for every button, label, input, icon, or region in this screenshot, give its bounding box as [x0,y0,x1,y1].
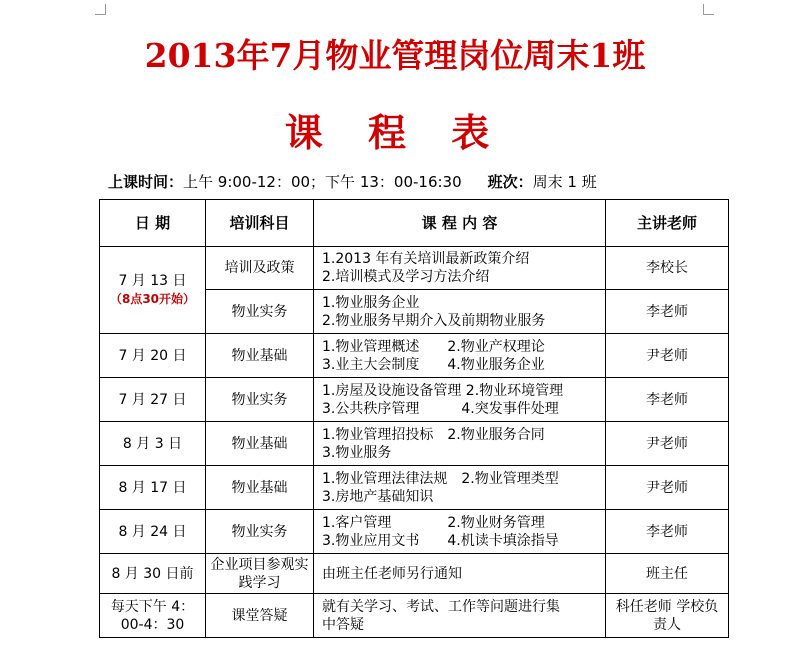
table-row [100,422,729,466]
content-cell [314,422,606,466]
content-line: 3.公共秩序管理 4.突发事件处理 [322,400,559,417]
table-row [100,510,729,554]
content-cell [314,554,606,594]
date-text: 7 月 13 日 [118,273,187,289]
content-line: 3.业主大会制度 4.物业服务企业 [322,356,545,373]
date-note: （8点30开始） [109,292,196,306]
content-line: 3.房地产基础知识 [322,488,434,505]
content-cell [314,247,606,290]
content-cell [314,378,606,422]
teacher-cell: 李老师 [606,290,729,334]
header-teacher: 主讲老师 [606,200,729,247]
content-line: 由班主任老师另行通知 [322,565,462,582]
schedule-info [108,171,597,192]
course-schedule-table [99,199,729,638]
date-cell [100,247,206,334]
date-cell: 8 月 3 日 [100,422,206,466]
content-line: 1.房屋及设施设备管理 2.物业环境管理 [322,382,564,399]
content-line: 3.物业服务 [322,444,392,461]
class-name: 周末 1 班 [532,173,597,191]
class-time: 上午 9:00-12：00；下午 13：00-16:30 [183,173,462,191]
time-label: 上课时间： [108,173,184,191]
subject-cell: 物业基础 [206,334,314,378]
table-row [100,466,729,510]
table-row [100,554,729,594]
header-date: 日 期 [100,200,206,247]
content-line: 2.培训模式及学习方法介绍 [322,269,490,285]
content-line: 1.物业管理招投标 2.物业服务合同 [322,426,545,443]
page-corner-mark [703,4,714,15]
subject-cell: 物业实务 [206,510,314,554]
teacher-cell: 尹老师 [606,422,729,466]
table-row [100,594,729,638]
subject-cell: 物业实务 [206,378,314,422]
content-cell [314,510,606,554]
page-corner-mark [95,4,106,15]
subject-cell: 培训及政策 [206,247,314,290]
document-subtitle: 课 程 表 [284,110,506,155]
header-content: 课 程 内 容 [314,200,606,247]
content-cell [314,466,606,510]
content-line: 1.物业服务企业 [322,294,420,311]
content-line: 1.客户管理 2.物业财务管理 [322,514,545,531]
teacher-cell: 尹老师 [606,334,729,378]
content-line: 3.物业应用文书 4.机读卡填涂指导 [322,532,559,549]
date-cell: 8 月 24 日 [100,510,206,554]
teacher-cell: 班主任 [606,554,729,594]
content-cell [314,290,606,334]
class-label: 班次： [487,173,533,191]
date-cell: 8 月 30 日前 [100,554,206,594]
document-title: 2013年7月物业管理岗位周末1班 [144,36,646,75]
content-line: 2.物业服务早期介入及前期物业服务 [322,312,546,329]
subject-cell: 物业基础 [206,466,314,510]
date-cell: 每天下午 4：00-4：30 [100,594,206,638]
content-line: 就有关学习、考试、工作等问题进行集 [322,598,560,615]
content-line: 1.物业管理概述 2.物业产权理论 [322,338,545,355]
content-line: 1.2013 年有关培训最新政策介绍 [322,251,530,267]
date-cell: 7 月 20 日 [100,334,206,378]
content-cell [314,334,606,378]
header-subject: 培训科目 [206,200,314,247]
content-cell [314,594,606,638]
content-line: 1.物业管理法律法规 2.物业管理类型 [322,470,559,487]
teacher-cell: 李老师 [606,510,729,554]
content-line: 中答疑 [322,616,364,633]
date-cell: 7 月 27 日 [100,378,206,422]
table-row [100,378,729,422]
date-cell: 8 月 17 日 [100,466,206,510]
table-row [100,247,729,290]
subject-cell: 企业项目参观实践学习 [206,554,314,594]
table-header-row [100,200,729,247]
subject-cell: 课堂答疑 [206,594,314,638]
table-row [100,334,729,378]
teacher-cell: 尹老师 [606,466,729,510]
subject-cell: 物业基础 [206,422,314,466]
teacher-cell: 李校长 [606,247,729,290]
subject-cell: 物业实务 [206,290,314,334]
teacher-cell: 李老师 [606,378,729,422]
teacher-cell: 科任老师 学校负责人 [606,594,729,638]
